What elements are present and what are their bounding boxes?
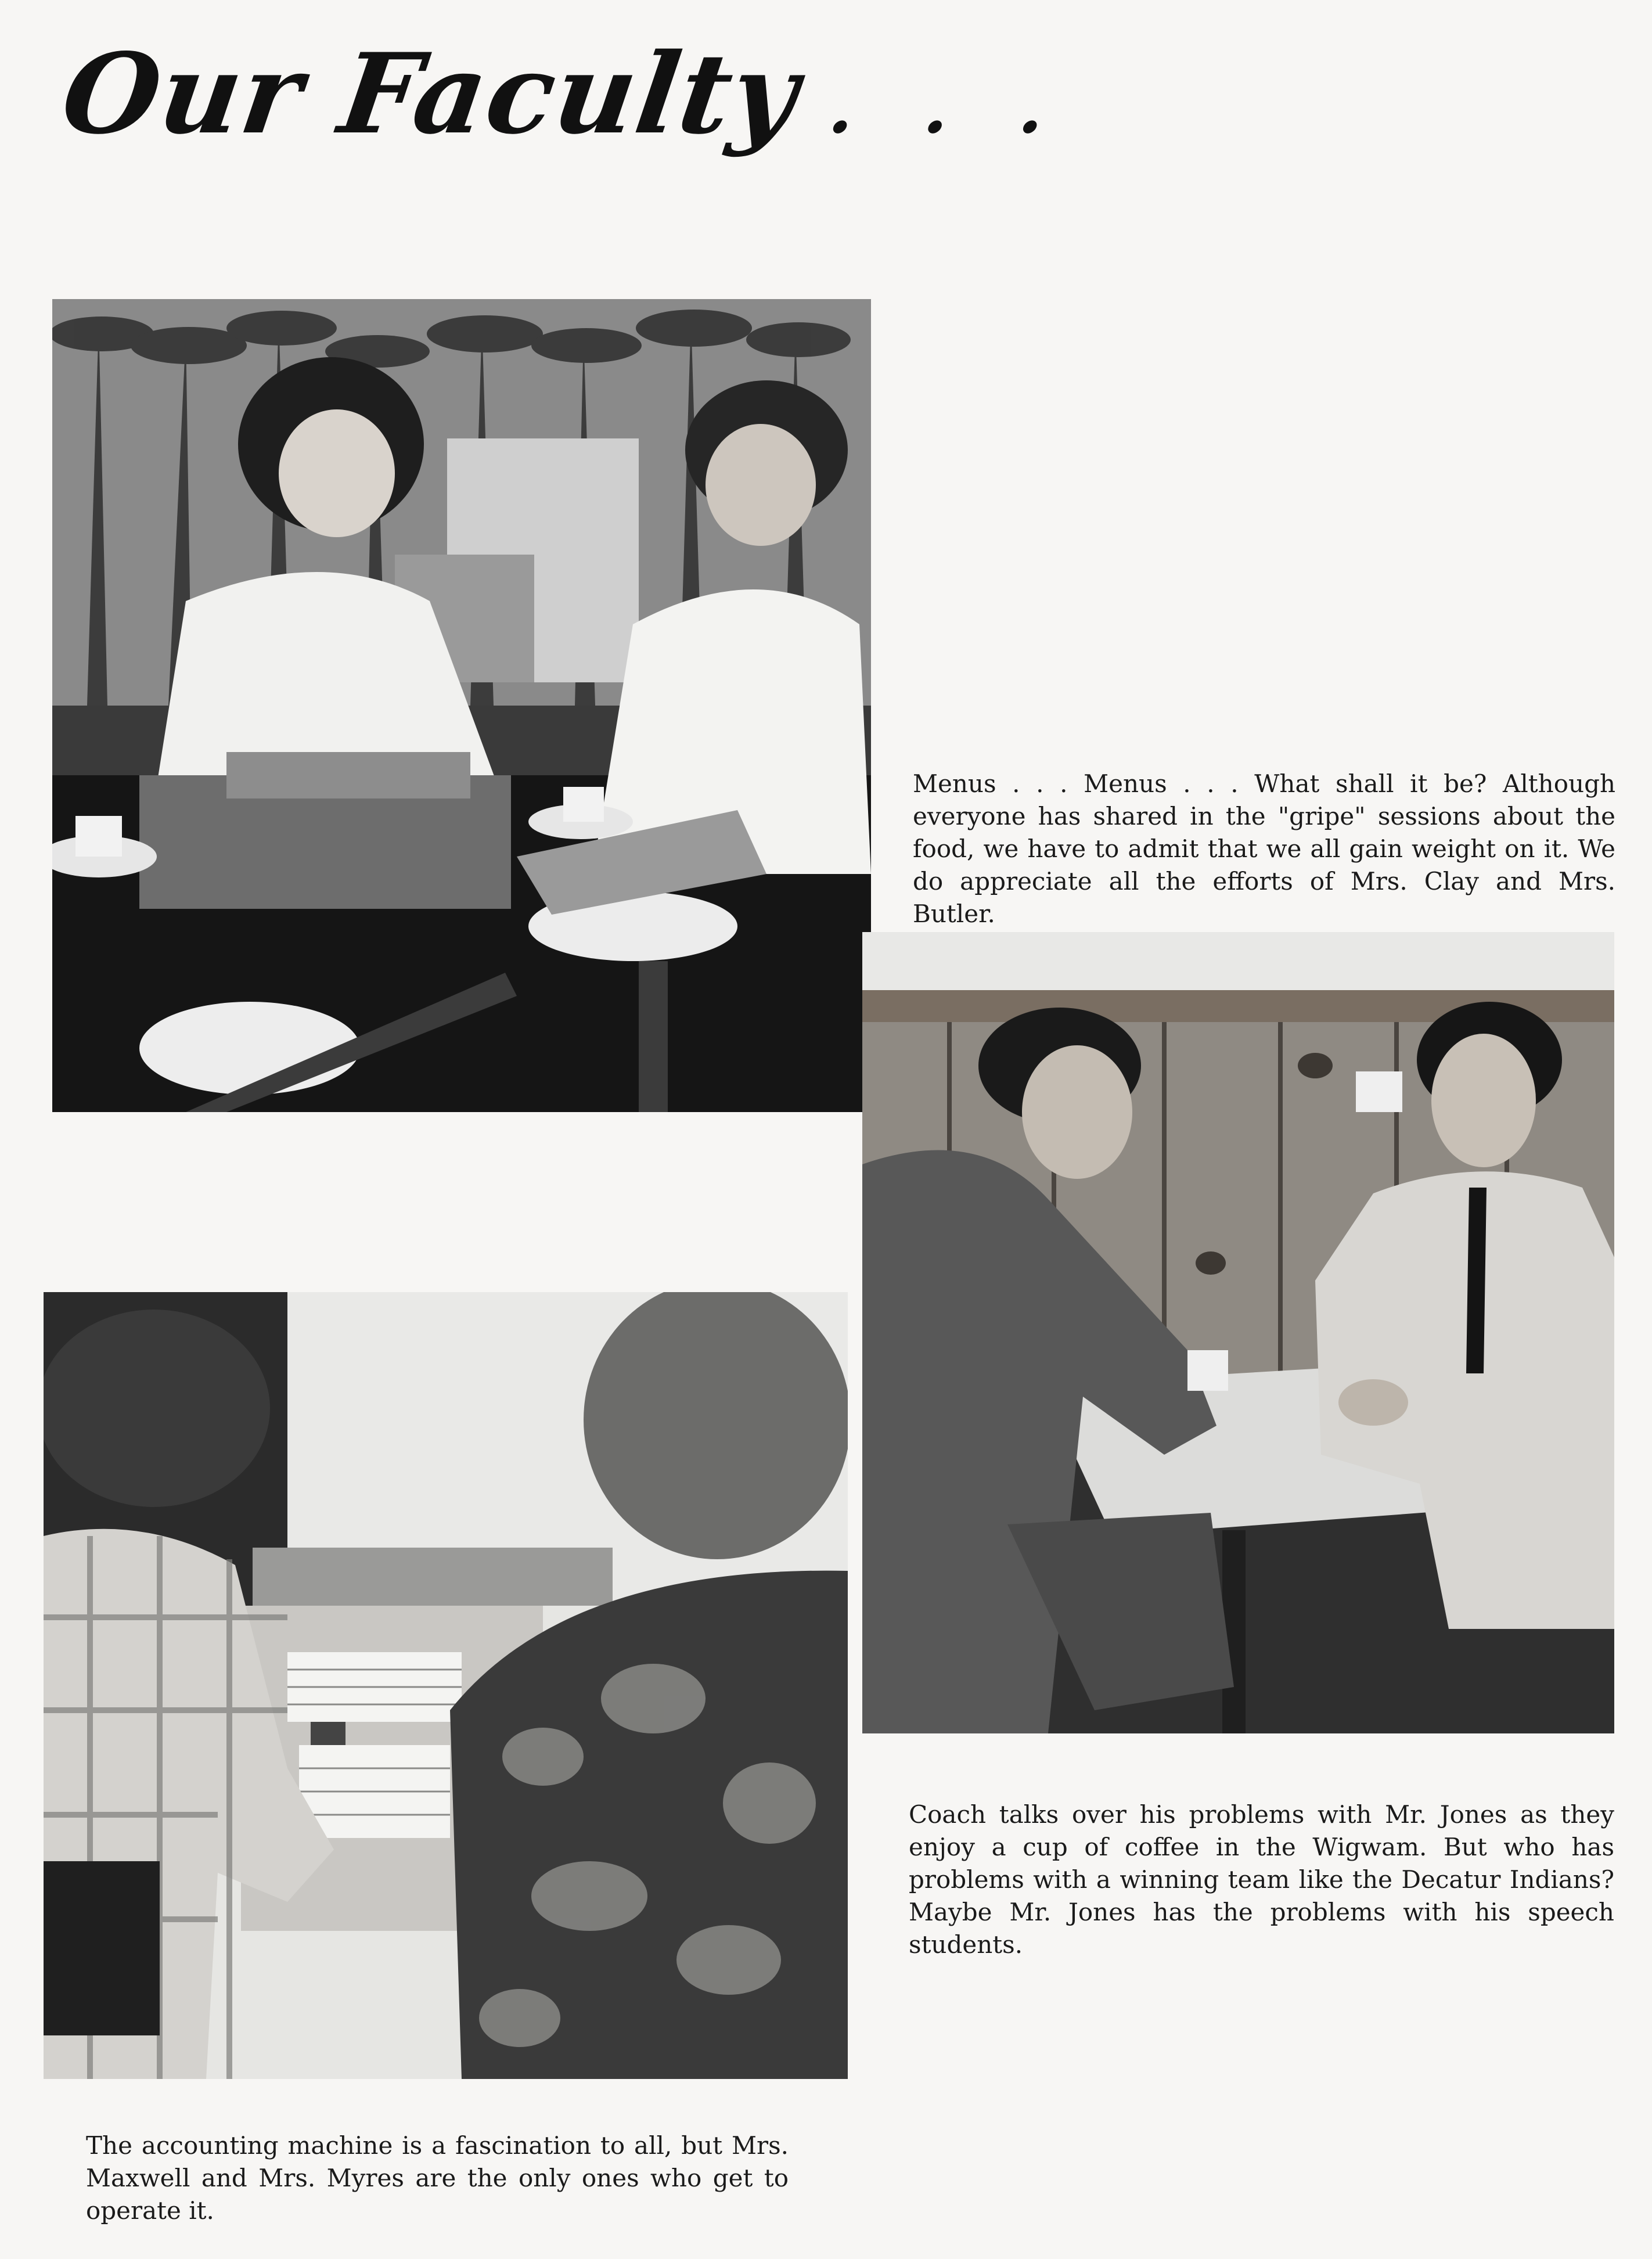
title-ellipsis: . . . [825, 67, 1074, 149]
page-title: Our Faculty [55, 29, 807, 159]
photo-menus-illustration [52, 299, 871, 1112]
photo-menus-meeting [52, 299, 871, 1112]
caption-coffee: Coach talks over his problems with Mr. Jones as they enjoy a cup of coffee in the Wigwam. But who has problems with a winning team like the Decatur Indians? Maybe Mr. Jones has the problems with his speech students. [909, 1800, 1614, 1959]
photo-coach-and-mr-jones [862, 932, 1614, 1733]
photo-accounting-machine [44, 1292, 848, 2079]
page-heading [55, 29, 1079, 159]
photo-coffee-illustration [862, 932, 1614, 1733]
caption-accounting: The accounting machine is a fascination to all, but Mrs. Maxwell and Mrs. Myres are the only ones who get to operate it. [86, 2131, 789, 2225]
photo-accounting-illustration [44, 1292, 848, 2079]
caption-menus: Menus . . . Menus . . . What shall it be? Although everyone has shared in the "gripe" sessions about the food, we have to admit that we all gain weight on it. We do appreciate all the efforts of Mrs. Clay and Mrs. Butler. [913, 769, 1615, 928]
